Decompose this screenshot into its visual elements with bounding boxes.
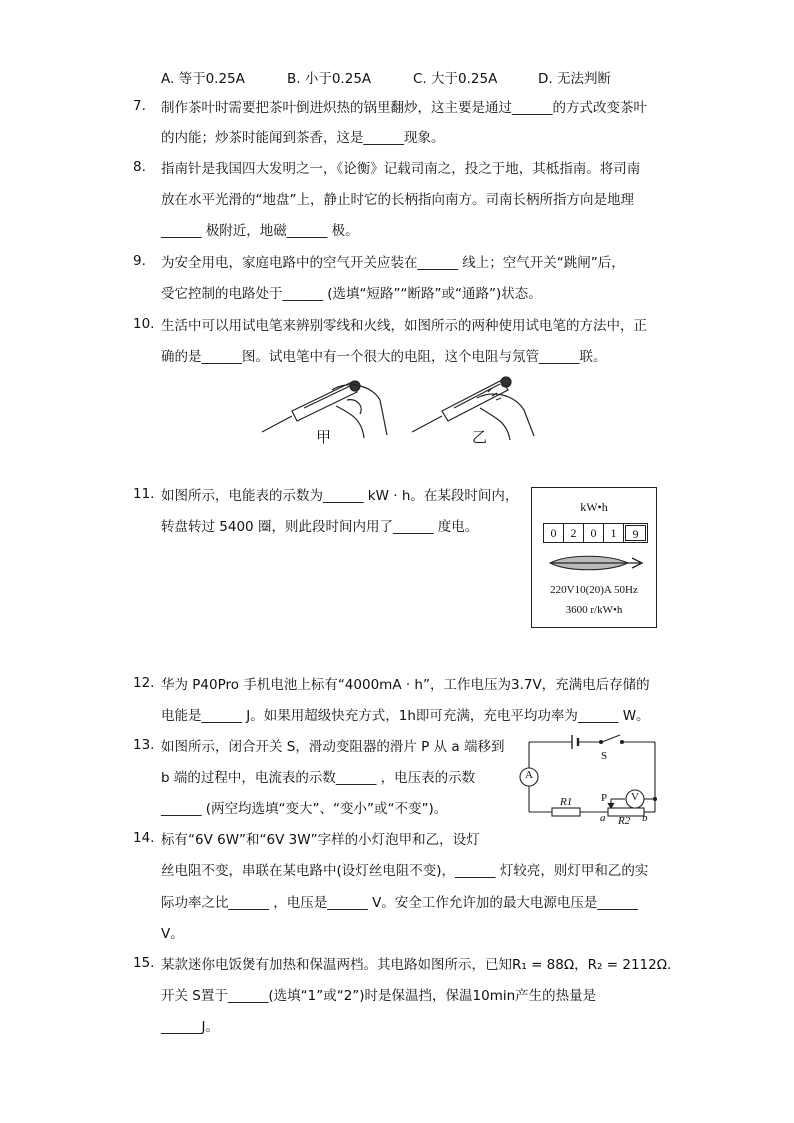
q13-number: 13. [133,737,155,753]
label-yi: 乙 [472,428,488,446]
q9-number: 9. [133,253,146,269]
q14-line-4: V。 [161,926,184,942]
q7-line-2: 的内能；炒茶时能闻到茶香，这是______现象。 [161,130,445,146]
option-d: D. 无法判断 [538,71,611,87]
q11-line-1: 如图所示，电能表的示数为______ kW · h。在某段时间内， [161,488,519,504]
energy-meter [531,487,657,628]
meter-digit: 2 [564,524,584,542]
q12-line-1: 华为 P40Pro 手机电池上标有“4000mA · h”，工作电压为3.7V，充满电后存储的 [161,677,650,693]
q14-number: 14. [133,830,155,846]
q14-line-3: 际功率之比______ ，电压是______ V。安全工作允许加的最大电源电压是______ [161,895,638,911]
q10-line-1: 生活中可以用试电笔来辨别零线和火线，如图所示的两种使用试电笔的方法中，正 [161,318,647,334]
test-pen-figure [252,370,552,450]
q13-line-2: b 端的过程中，电流表的示数______ ，电压表的示数 [161,770,476,786]
label-slider-p: P [601,792,608,804]
q12-line-2: 电能是______ J。如果用超级快充方式，1h即可充满，充电平均功率为______ W。 [161,708,650,724]
meter-digit: 0 [584,524,604,542]
label-end-a: a [600,812,606,824]
q15-number: 15. [133,955,155,971]
q11-number: 11. [133,486,155,502]
label-r2: R2 [618,815,631,827]
label-r1: R1 [560,796,573,808]
option-c: C. 大于0.25A [413,71,498,87]
q14-line-2: 丝电阻不变，串联在某电路中(设灯丝电阻不变)，______ 灯较亮，则灯甲和乙的实 [161,863,649,879]
q9-line-2: 受它控制的电路处于______ (选填“短路”“断路”或“通路”)状态。 [161,286,542,302]
meter-digit-decimal: 9 [625,525,646,541]
q10-number: 10. [133,316,155,332]
q13-line-3: ______ (两空均选填“变大”、“变小”或“不变”)。 [161,801,448,817]
meter-digits [543,523,648,543]
circuit-diagram [512,732,662,828]
option-b: B. 小于0.25A [287,71,372,87]
q7-number: 7. [133,98,146,114]
label-jia: 甲 [316,428,332,446]
q8-line-2: 放在水平光滑的“地盘”上，静止时它的长柄指向南方。司南长柄所指方向是地理 [161,192,634,208]
q8-line-3: ______ 极附近，地磁______ 极。 [161,223,359,239]
meter-disc-icon [548,552,644,574]
label-ammeter: A [525,769,533,781]
q12-number: 12. [133,675,155,691]
meter-digit: 0 [544,524,564,542]
resistor-r1-icon [552,808,580,816]
q15-line-1: 某款迷你电饭煲有加热和保温两档。其电路如图所示，已知R₁ = 88Ω，R₂ = 2112Ω. [161,957,672,973]
q8-number: 8. [133,159,146,175]
q10-line-2: 确的是______图。试电笔中有一个很大的电阻，这个电阻与氖管______联。 [161,349,607,365]
q15-line-3: ______J。 [161,1019,219,1035]
label-voltmeter: V [631,791,639,803]
q8-line-1: 指南针是我国四大发明之一，《论衡》记载司南之，投之于地，其柢指南。将司南 [161,161,641,177]
meter-revolutions: 3600 r/kW•h [565,604,623,616]
meter-spec: 220V10(20)A 50Hz [550,584,638,596]
q13-line-1: 如图所示，闭合开关 S，滑动变阻器的滑片 P 从 a 端移到 [161,739,505,755]
label-end-b: b [642,812,648,824]
meter-unit: kW•h [580,500,608,514]
label-switch-s: S [601,750,608,762]
q15-line-2: 开关 S置于______(选填“1”或“2”)时是保温挡，保温10min产生的热量是 [161,988,597,1004]
q11-line-2: 转盘转过 5400 圈，则此段时间内用了______ 度电。 [161,519,479,535]
meter-digit: 1 [604,524,624,542]
q7-line-1: 制作茶叶时需要把茶叶倒进炽热的锅里翻炒，这主要是通过______的方式改变茶叶 [161,100,647,116]
option-a: A. 等于0.25A [161,71,245,87]
q9-line-1: 为安全用电，家庭电路中的空气开关应装在______ 线上；空气开关“跳闸”后， [161,255,625,271]
q14-line-1: 标有“6V 6W”和“6V 3W”字样的小灯泡甲和乙，设灯 [161,832,480,848]
